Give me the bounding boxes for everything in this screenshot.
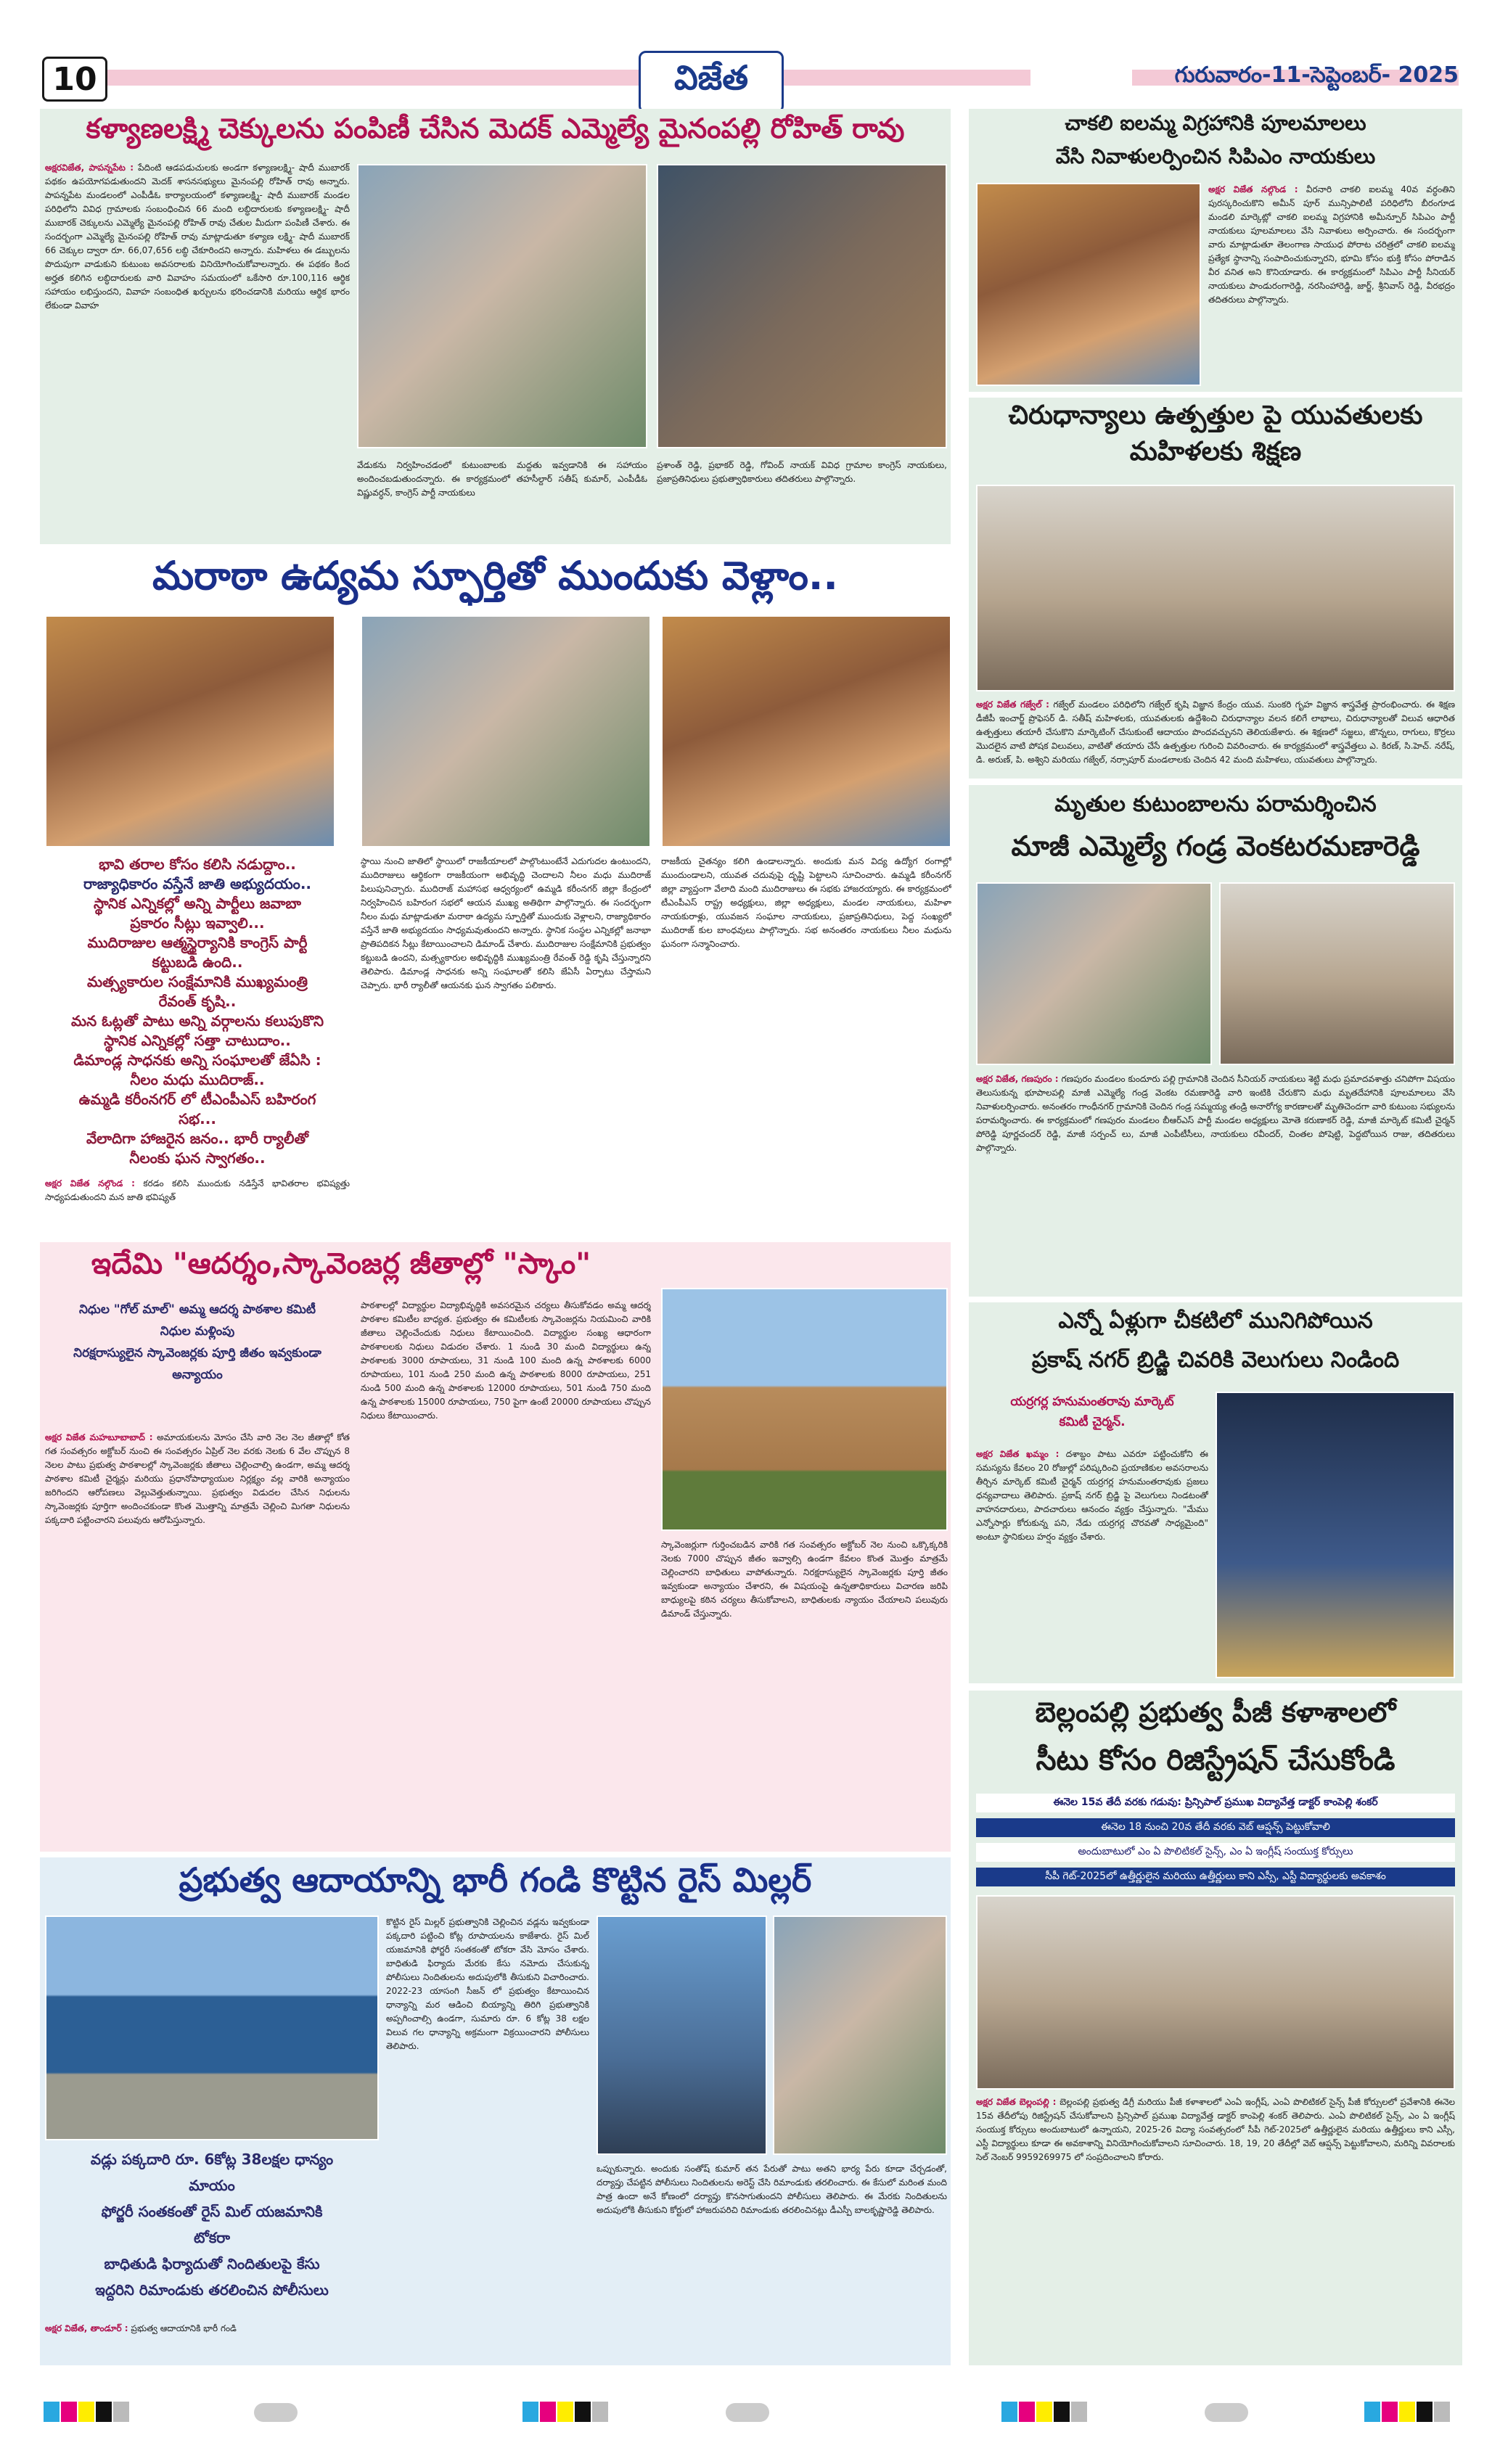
story-title: మరాఠా ఉద్యమ స్ఫూర్తితో ముందుకు వెళ్లాం..	[152, 552, 838, 599]
bullet-line: మన ఓట్లతో పాటు అన్ని వర్గాలను కలుపుకొని	[70, 1012, 324, 1030]
bullet-line: కట్టుబడి ఉంది..	[152, 953, 243, 971]
bullet-line: ఫోర్జరీ సంతకంతో రైస్ మిల్ యజమానికి	[101, 2203, 323, 2220]
story-intro	[45, 1177, 350, 1235]
photo-accused-2	[773, 1915, 947, 2155]
story-dateline: అక్షర విజేత నల్గొండ :	[45, 1178, 135, 1188]
bullet-line: వడ్లు పక్కదారి రూ. 6కోట్ల 38లక్షల ధాన్యం	[90, 2151, 334, 2168]
story-body	[45, 161, 350, 524]
story-intro	[45, 2322, 379, 2362]
story-title: ఇదేమి "ఆదర్శం,స్కావెంజర్ల జీతాల్లో "స్కాం"	[91, 1247, 591, 1281]
caption-role: కమిటీ చైర్మన్.	[1059, 1415, 1126, 1429]
photo-caption	[976, 1392, 1208, 1442]
story-dateline: అక్షర విజేత, గణపురం :	[976, 1074, 1059, 1084]
photo-school-building	[661, 1288, 948, 1531]
bullet-line: ముదిరాజుల ఆత్మస్థైర్యానికి కాంగ్రెస్ పార్టీ	[87, 934, 308, 951]
story-title-line1: చాకలి ఐలమ్మ విగ్రహానికి పూలమాలలు	[1065, 111, 1366, 135]
bullet-line: స్థానిక ఎన్నికల్లో సత్తా చాటుదాం..	[104, 1032, 291, 1049]
photo-mla-speech	[657, 164, 947, 448]
story-text: బెల్లంపల్లి ప్రభుత్వ డిగ్రీ మరియు పీజీ కళాశాలలో ఎంఏ ఇంగ్లీష్, ఎంఏ పొలిటికల్ సైన్స్ పీజీ కోర్సులలో ప్రవేశానికి ఈనెల 15వ తేదీలోపు రిజిస్ట్రేషన్ చేసుకోవాలని ప్రిన్సిపాల్ ప్రముఖ విద్యావేత్త డాక్టర్ కాంపెల్లి శంకర్ తెలిపారు. ఎంఏ పొలిటికల్ సైన్స్, ఎం ఏ ఇంగ్లీష్ సంయుక్త కోర్సులు అందుబాటులో ఉన్నాయని, 2025-26 విద్యా సంవత్సరంలో సీపీ గెట్-2025లో ఉత్తీర్ణులైన మరియు ఉత్తీర్ణులు కాని ఎస్సీ, ఎస్టీ విద్యార్థులు కూడా ఈ అవకాశాన్ని వినియోగించుకోవాలని సూచించారు. 18, 19, 20 తేదీల్లో వెబ్ ఆప్షన్స్ పెట్టుకోవాలని, మరిన్ని వివరాలకు సెల్ నెంబర్ 9959269975 లో సంప్రదించాలని కోరారు.	[976, 2097, 1455, 2162]
story-bullets	[45, 855, 350, 1173]
story-body-col3: ప్రశాంత్ రెడ్డి, ప్రభాకర్ రెడ్డి, గోవింద్ నాయక్ వివిధ గ్రామాల కాంగ్రెస్ నాయకులు, ప్రజాప్రతినిధులు ప్రభుత్వాధికారులు తదితరులు పాల్గొన్నారు.	[657, 460, 947, 484]
bullet-line: టోకరా	[193, 2229, 231, 2246]
photo-mudiraj-rally	[661, 615, 951, 847]
header-band-left	[102, 70, 1030, 86]
photo-cheque-distribution	[357, 164, 647, 448]
photo-bridge-chairman	[1216, 1392, 1455, 1678]
story-text: వీరనారి చాకలి ఐలమ్మ 40వ వర్ధంతిని పురస్కరించుకొని అమీన్ పూర్ మున్సిపాలిటీ పరిధిలోని బీరంగూడ మండలి మార్కెట్లో చాకలి ఐలమ్మ విగ్రహానికి అమీన్పూర్ సిపిఎం పార్టీ నాయకులు పూలమాలలు వేసి నివాళులు అర్పించారు. ఈ సందర్భంగా వారు మాట్లాడుతూ తెలంగాణ సాయుధ పోరాట చరిత్రలో చాకలి ఐలమ్మ ప్రత్యేక స్థానాన్ని సంపాదించుకున్నారని, భూమి కోసం భుక్తి కోసం పోరాడిన వీర వనిత అని కొనియాడారు. ఈ కార్యక్రమంలో సిపిఎం పార్టీ సీనియర్ నాయకులు పాండురంగారెడ్డి, నరసింహారెడ్డి, జార్జ్, శ్రీనివాస్ రెడ్డి, వీరభద్రం తదితరులు పాల్గొన్నారు.	[1208, 184, 1455, 305]
bullet-line: ఉమ్మడి కరీంనగర్ లో టీఎంపీఎస్ బహిరంగ	[78, 1091, 316, 1108]
subtitle-line: నిధుల "గోల్ మాల్" అమ్మ ఆదర్శ పాఠశాల కమిటీ	[79, 1302, 316, 1317]
photo-mudiraj-greeting	[361, 615, 651, 847]
story-dateline: అక్షర విజేత మహబూబాబాద్ :	[45, 1432, 153, 1442]
bullet-line: మాయం	[189, 2177, 235, 2194]
info-bar: ఈనెల 18 నుంచి 20వ తేదీ వరకు వెబ్ ఆప్షన్స్ పెట్టుకోవాలి	[976, 1818, 1455, 1837]
bullet-line: ప్రకారం సీట్లు ఇవ్వాలి...	[130, 914, 265, 932]
info-bar: ఈనెల 15వ తేదీ వరకు గడువు: ప్రిన్సిపాల్ ప్రముఖ విద్యావేత్త డాక్టర్ కాంపెల్లి శంకర్	[976, 1794, 1455, 1812]
story-bullets	[45, 2146, 379, 2313]
photo-rice-mill	[45, 1915, 379, 2140]
page-dateline: గురువారం-11-సెప్టెంబర్- 2025	[1174, 62, 1459, 88]
story-text: పేదింటి ఆడపడుచులకు అండగా కళ్యాణలక్ష్మి- షాదీ ముబారక్ పథకం ఉపయోగపడుతుందని మెదక్ శాసనసభ్యులు మైనంపల్లి రోహిత్ రావు అన్నారు. పాపన్నపేట మండలంలో ఎంపీడీఓ కార్యాలయంలో కళ్యాణలక్ష్మి- షాదీ ముబారక్ మండల పరిధిలోని వివిధ గ్రామాలకు సంబంధించిన 66 మంది లబ్ధిదారులకు కళ్యాణలక్ష్మి- షాదీ ముబారక్ చెక్కులను ఎమ్మెల్యే మైనంపల్లి రోహిత్ రావు చేతుల మీదుగా పంపిణీ చేశారు. ఈ సందర్భంగా ఎమ్మెల్యే మైనంపల్లి రోహిత్ రావు మాట్లాడుతూ కళ్యాణ లక్ష్మి- షాదీ ముబారక్ 66 చెక్కుల ద్వారా రూ. 66,07,656 లబ్ధి చేకూరిందని అన్నారు. మహిళలు ఈ డబ్బులను పొదుపుగా వాడుకుని కుటుంబ అవసరాలకు వినియోగించుకోవాలన్నారు. ఈ పథకం కింద అర్హత కలిగిన లబ్ధిదారులకు వారి వివాహం సమయంలో ఒకేసారి రూ.100,116 ఆర్థిక సహాయం లభిస్తుందని, వివాహ సంబంధిత ఖర్చులను భరించడానికి మరియు ఆర్థిక భారం లేకుండా వివాహ	[45, 163, 350, 311]
bullet-line: సభ...	[179, 1110, 216, 1128]
story-text: అమాయకులను మోసం చేసి వారి నెల నెల జీతాల్లో కోత గత సంవత్సరం అక్టోబర్ నుంచి ఈ సంవత్సరం ఏప్రిల్ నెల వరకు నెలకు 6 వేల చొప్పున 8 నెలల పాటు ప్రభుత్వ పాఠశాలల్లో స్కావెంజర్లకు జీతాలు చెల్లించాల్సి ఉండగా, అమ్మ ఆదర్శ పాఠశాల కమిటీ చైర్మన్లు మరియు ప్రధానోపాధ్యాయుల నిర్లక్ష్యం వల్ల వారికి అన్యాయం జరిగిందని ఆరోపణలు వెల్లువెత్తుతున్నాయి. ప్రభుత్వం విడుదల చేసిన నిధులను స్కావెంజర్లకు పూర్తిగా అందించకుండా కొంత మొత్తాన్ని మాత్రమే చెల్లించి మిగతా నిధులను పక్కదారి పట్టించారని పలువురు ఆరోపిస్తున్నారు.	[45, 1432, 350, 1525]
photo-college-principal	[976, 1895, 1455, 2090]
story-body	[976, 2095, 1455, 2360]
print-register-pill	[726, 2403, 769, 2422]
story-title: కళ్యాణలక్ష్మి చెక్కులను పంపిణీ చేసిన మెదక్ ఎమ్మెల్యే మైనంపల్లి రోహిత్ రావు	[86, 112, 905, 144]
story-subtitles	[45, 1299, 350, 1422]
story-dateline: అక్షర విజేత, తాండూర్ :	[45, 2323, 128, 2333]
story-body	[1208, 183, 1455, 386]
bullet-line: బాధితుడి ఫిర్యాదుతో నిందితులపై కేసు	[104, 2255, 320, 2272]
story-title-line2: మహిళలకు శిక్షణ	[1129, 437, 1302, 467]
bullet-line: భావి తరాల కోసం కలిసి నడుద్దాం..	[99, 855, 296, 873]
story-body-col3: స్కావెంజర్లుగా గుర్తించబడిన వారికి గత సంవత్సరం అక్టోబర్ నెల నుంచి ఒక్కొక్కరికి నెలకు 7000 చొప్పున జీతం ఇవ్వాల్సి ఉండగా కేవలం కొంత మొత్తం మాత్రమే చెల్లించారని బాధితులు వాపోతున్నారు. నిరక్షరాస్యులైన స్కావెంజర్లకు పూర్తి జీతం ఇవ్వకుండా అన్యాయం చేశారని, ఈ విషయంపై ఉన్నతాధికారులు విచారణ జరిపి బాధ్యులపై కఠిన చర్యలు తీసుకోవాలని, బాధితులకు న్యాయం చేయాలని పలువురు డిమాండ్ చేస్తున్నారు.	[661, 1540, 948, 1619]
story-body	[976, 1072, 1455, 1290]
story-title-line1: ఎన్నో ఏళ్లుగా చీకటిలో మునిగిపోయిన	[1058, 1308, 1373, 1334]
story-body	[45, 1431, 350, 1844]
print-register-pill	[254, 2403, 298, 2422]
info-bar: సీపీ గెట్-2025లో ఉత్తీర్ణులైన మరియు ఉత్తీర్ణులు కాని ఎస్సీ, ఎస్టీ విద్యార్థులకు అవకాశం	[976, 1868, 1455, 1886]
bullet-line: నీలంకు ఘన స్వాగతం..	[129, 1149, 266, 1167]
page-number: 10	[42, 57, 107, 102]
story-dateline: అక్షర విజేత నల్గొండ :	[1208, 184, 1298, 194]
story-title-line1: చిరుధాన్యాలు ఉత్పత్తుల పై యువతులకు	[1008, 401, 1423, 430]
story-dateline: అక్షరవిజేత, పాపన్నపేట :	[45, 163, 134, 173]
story-text: గణపురం మండలం కుందూరు పల్లి గ్రామానికి చెందిన సీనియర్ నాయకులు శెట్టి మధు ప్రమాదవశాత్తు చనిపోగా విషయం తెలుసుకున్న భూపాలపల్లి మాజీ ఎమ్మెల్యే గండ్ర వెంకట రమణారెడ్డి వారి ఇంటికి చేరుకొని మధు మృతదేహానికి పూలమాలలు వేసి నివాళులర్పించారు. అనంతరం గాంధీనగర్ గ్రామానికి చెందిన గండ్ర సమ్మయ్య తండ్రి అనారోగ్య కారణాలతో మృతిచెందగా వారి కుటుంబ సభ్యులను పరామర్శించారు. ఈ కార్యక్రమంలో గణపురం మండలం బీఆర్ఎస్ పార్టీ మండల అధ్యక్షులు మోతె కరుణాకర్ రెడ్డి, మాజీ మార్కెట్ కమిటీ చైర్మన్ పోరెడ్డి పూర్ణచందర్ రెడ్డి, మాజీ సర్పంచ్ లు, మాజీ ఎంపీటీసీలు, నాయకులు రవీందర్, చింతల పోషెట్టి, పెద్దబోయిన రాజు, తదితరులు పాల్గొన్నారు.	[976, 1074, 1455, 1153]
story-title-line2: ప్రకాష్ నగర్ బ్రిడ్జి చివరికి వెలుగులు నిండింది	[1031, 1347, 1400, 1373]
bullet-line: మత్స్యకారుల సంక్షేమానికి ముఖ్యమంత్రి	[87, 973, 308, 990]
bullet-line: ఇద్దరిని రిమాండుకు తరలించిన పోలీసులు	[95, 2281, 329, 2299]
bullet-line: డిమాండ్ల సాధనకు అన్ని సంఘాలతో జేఏసి :	[73, 1051, 321, 1069]
bullet-line: రేవంత్ కృషి..	[158, 993, 237, 1010]
subtitle-line: నిరక్షరాస్యులైన స్కావెంజర్లకు పూర్తి జీతం ఇవ్వకుండా	[73, 1346, 321, 1360]
photo-ilamma-statue	[976, 183, 1201, 386]
bullet-line: నీలం మధు ముదిరాజ్..	[130, 1071, 265, 1088]
info-bar: అందుబాటులో ఎం ఏ పొలిటికల్ సైన్స్, ఎం ఏ ఇంగ్లీష్ సంయుక్త కోర్సులు	[976, 1843, 1455, 1862]
story-body-col2: వేడుకను నిర్వహించడంలో కుటుంబాలకు మద్దతు ఇవ్వడానికి ఈ సహాయం అందించబడుతుందన్నారు. ఈ కార్యక్రమంలో తహసీల్దార్ సతీష్ కుమార్, ఎంపీడీఓ విష్ణువర్ధన్, కాంగ్రెస్ పార్టీ నాయకులు	[357, 460, 647, 498]
story-dateline: అక్షర విజేత బెల్లంపల్లి :	[976, 2097, 1057, 2107]
bullet-line: రాజ్యాధికారం వస్తేనే జాతి అభ్యుదయం..	[83, 875, 312, 892]
subtitle-line: అన్యాయం	[172, 1368, 223, 1382]
photo-training-hall	[976, 485, 1455, 691]
story-title-line2: వేసి నివాళులర్పించిన సిపిఎం నాయకులు	[1055, 144, 1376, 168]
story-body-col2: పాఠశాలల్లో విద్యార్థుల విద్యాభివృద్ధికి అవసరమైన చర్యలు తీసుకోవడం అమ్మ ఆదర్శ పాఠశాల కమిటీల బాధ్యత. ప్రభుత్వం ఈ కమిటీలకు స్కావెంజర్లను నియమించి వారికి జీతాలు చెల్లించేందుకు నిధులు కేటాయించింది. విద్యార్థుల సంఖ్య ఆధారంగా పాఠశాలలకు నిధులు విడుదల చేశారు. 1 నుండి 30 మంది విద్యార్థులు ఉన్న పాఠశాలకు 3000 రూపాయలు, 31 నుండి 100 మంది ఉన్న పాఠశాలకు 6000 రూపాయలు, 101 నుండి 250 మంది ఉన్న పాఠశాలకు 8000 రూపాయలు, 251 నుండి 500 మంది ఉన్న పాఠశాలకు 12000 రూపాయలు, 501 నుండి 750 మంది ఉన్న పాఠశాలకు 15000 రూపాయలు, 750 పైగా ఉంటే 20000 రూపాయలు చొప్పున నిధులు కేటాయించారు.	[361, 1300, 651, 1421]
photo-condolence-2	[1219, 882, 1455, 1065]
story-title-line1: బెల్లంపల్లి ప్రభుత్వ పీజీ కళాశాలలో	[1035, 1696, 1396, 1728]
print-color-marks	[44, 2402, 131, 2425]
story-title: మాజీ ఎమ్మెల్యే గండ్ర వెంకటరమణారెడ్డి	[1011, 830, 1420, 862]
photo-mudiraj-stage	[45, 615, 335, 847]
story-text: గజ్వేల్ మండలం పరిధిలోని గజ్వేల్ కృషి విజ్ఞాన కేంద్రం యువ. సుంకరి గృహ విజ్ఞాన శాస్త్రవేత్త ప్రారంభించారు. ఈ శిక్షణ డీజీపీ ఇంచార్జ్ ప్రొఫెసర్ డి. సతీష్ మహిళలకు, యువతులకు ఉద్దేశించి చిరుధాన్యాల వలన కలిగే లాభాలు, చిరుధాన్యాలతో విలువ ఆధారిత ఉత్పత్తులు తయారీ చేసుకొని మార్కెటింగ్ చేసుకుంటే ఆదాయం పొందవచ్చునని తెలియజేశారు. ఈ శిక్షణలో సజ్జలు, జొన్నలు, రాగులు, కొర్రలు మొదలైన వాటి పోషక విలువలు, వాటితో తయారు చేసే ఉత్పత్తుల గురించి వివరించారు. ఈ కార్యక్రమంలో శాస్త్రవేత్తలు ఎ. కిరణ్, సి.హెచ్. నరేష్, డి. అరుణ్, పి. అశ్విని మరియు గజ్వేల్, నర్సాపూర్ మండలాలకు చెందిన 42 మంది మహిళలు, యువతులు పాల్గొన్నారు.	[976, 699, 1455, 765]
story-title-line2: సీటు కోసం రిజిస్ట్రేషన్ చేసుకోండి	[1036, 1744, 1396, 1777]
story-body-col3: ఒప్పుకున్నారు. అందుకు సంతోష్ కుమార్ తన పేరుతో పాటు అతని భార్య పేరు కూడా చేర్చడంతో, దర్యాప్తు చేపట్టిన పోలీసులు నిందితులను అరెస్ట్ చేసి రిమాండుకు తరలించారు. ఈ కేసులో మరింత మంది పాత్ర ఉందా అనే కోణంలో దర్యాప్తు కొనసాగుతుందని పోలీసులు తెలిపారు. ఈ మేరకు నిందితులను అదుపులోకి తీసుకుని కోర్టులో హాజరుపరిచి రిమాండుకు తరలించినట్లు డీఎస్పీ బాలకృష్ణారెడ్డి తెలిపారు.	[597, 2164, 947, 2215]
story-dateline: అక్షర విజేత ఖమ్మం :	[976, 1449, 1060, 1459]
story-title: ప్రభుత్వ ఆదాయాన్ని భారీ గండి కొట్టిన రైస్ మిల్లర్	[179, 1860, 812, 1900]
photo-accused-1	[597, 1915, 767, 2155]
story-body-col3: రాజకీయ చైతన్యం కలిగి ఉండాలన్నారు. అందుకు మన విద్య ఉద్యోగ రంగాల్లో ముందుండాలని, యువత చదువుపై దృష్టి పెట్టాలని సూచించారు. ఉమ్మడి కరీంనగర్ జిల్లా వ్యాప్తంగా వేలాది మంది ముదిరాజులు ఈ సభకు హాజరయ్యారు. ఈ కార్యక్రమంలో టీఎంపీఎస్ రాష్ట్ర అధ్యక్షులు, జిల్లా అధ్యక్షులు, మండల నాయకులు, మహిళా నాయకురాళ్లు, యువజన సంఘాల నాయకులు, ప్రజాప్రతినిధులు, పెద్ద సంఖ్యలో ముదిరాజ్ కుల బాంధవులు పాల్గొన్నారు. సభ అనంతరం నాయకులు నీలం మధును ఘనంగా సన్మానించారు.	[661, 856, 951, 949]
print-color-marks	[1364, 2402, 1451, 2425]
print-color-marks	[1001, 2402, 1089, 2425]
story-body	[976, 698, 1455, 774]
story-text: దశాబ్దం పాటు ఎవరూ పట్టించుకోని ఈ సమస్యను కేవలం 20 రోజుల్లో పరిష్కరించి ప్రయాణికుల అవసరాలను తీర్చిన మార్కెట్ కమిటీ చైర్మన్ యర్రగర్ల హనుమంతరావుకు ప్రజలు ధన్యవాదాలు తెలిపారు. ప్రకాష్ నగర్ బ్రిడ్జి పై వెలుగులు నిండటంతో వాహనదారులు, పాదచారులు ఆనందం వ్యక్తం చేస్తున్నారు. "మేము ఎన్నోసార్లు కోరుకున్న పని, నేడు యర్రగర్ల చొరవతో సాధ్యమైంది" అంటూ స్థానికులు హర్షం వ్యక్తం చేశారు.	[976, 1449, 1208, 1542]
story-dateline: అక్షర విజేత గజ్వేల్ :	[976, 699, 1049, 710]
story-text: కరడం కలిసి ముందుకు నడిస్తేనే భావితరాల భవిష్యత్తు సాధ్యపడుతుందని మన జాతి భవిష్యత్	[45, 1178, 350, 1202]
print-register-pill	[1205, 2403, 1248, 2422]
print-color-marks	[522, 2402, 610, 2425]
story-body-col2: కొట్టిన రైస్ మిల్లర్ ప్రభుత్వానికి చెల్లించిన వడ్లను ఇవ్వకుండా పక్కదారి పట్టించి కోట్ల రూపాయలను కాజేశారు. రైస్ మిల్ యజమానికి ఫోర్జరీ సంతకంతో టోకరా వేసి మోసం చేశారు. బాధితుడి ఫిర్యాదు మేరకు కేసు నమోదు చేసుకున్న పోలీసులు నిందితులను అదుపులోకి తీసుకుని విచారించారు. 2022-23 యాసంగి సీజన్ లో ప్రభుత్వం కేటాయించిన ధాన్యాన్ని మర ఆడించి బియ్యాన్ని తిరిగి ప్రభుత్వానికి అప్పగించాల్సి ఉండగా, సుమారు రూ. 6 కోట్ల 38 లక్షల విలువ గల ధాన్యాన్ని అక్రమంగా విక్రయించారని పోలీసులు తెలిపారు.	[386, 1917, 589, 2051]
story-kicker: మృతుల కుటుంబాలను పరామర్శించిన	[1054, 792, 1377, 817]
story-body	[976, 1447, 1208, 1678]
subtitle-line: నిధుల మళ్లింపు	[160, 1324, 235, 1339]
bullet-line: వేలాదిగా హాజరైన జనం.. భారీ ర్యాలీతో	[86, 1130, 309, 1147]
story-text: ప్రభుత్వ ఆదాయానికి భారీ గండి	[131, 2323, 237, 2333]
masthead-logo: విజేత	[639, 51, 784, 113]
caption-name: యర్రగర్ల హనుమంతరావు మార్కెట్	[1010, 1395, 1174, 1409]
bullet-line: స్థానిక ఎన్నికల్లో అన్ని పార్టీలు జవాబా	[94, 895, 301, 912]
story-body-col2: స్థాయి నుంచి జాతిలో స్థాయిలో రాజకీయాలలో పాల్గొంటుంటేనే ఎదుగుదల ఉంటుందని, ముదిరాజులు ఆర్థికంగా రాజకీయంగా అభివృద్ధి చెందాలని నీలం మధు ముదిరాజ్ పిలుపునిచ్చారు. ముదిరాజ్ మహాసభ ఆధ్వర్యంలో ఉమ్మడి కరీంనగర్ జిల్లా కేంద్రంలో నిర్వహించిన బహిరంగ సభలో ఆయన ముఖ్య అతిథిగా పాల్గొన్నారు. ఈ సందర్భంగా నీలం మధు మాట్లాడుతూ మరాఠా ఉద్యమ స్ఫూర్తితో ముందుకు వెళ్లాలని, రాజ్యాధికారం వస్తేనే జాతి అభ్యుదయం సాధ్యమవుతుందని అన్నారు. స్థానిక సంస్థల ఎన్నికల్లో జనాభా ప్రాతిపదికన సీట్లు కేటాయించాలని డిమాండ్ చేశారు. ముదిరాజుల సంక్షేమానికి ప్రభుత్వం కట్టుబడి ఉందని, మత్స్యకారుల అభివృద్ధికి ముఖ్యమంత్రి రేవంత్ రెడ్డి కృషి చేస్తున్నారని తెలిపారు. డిమాండ్ల సాధనకు అన్ని సంఘాలతో కలిసి జేఏసీ ఏర్పాటు చేస్తామని చెప్పారు. భారీ ర్యాలీతో ఆయనకు ఘన స్వాగతం పలికారు.	[361, 856, 651, 990]
photo-condolence-1	[976, 882, 1212, 1065]
